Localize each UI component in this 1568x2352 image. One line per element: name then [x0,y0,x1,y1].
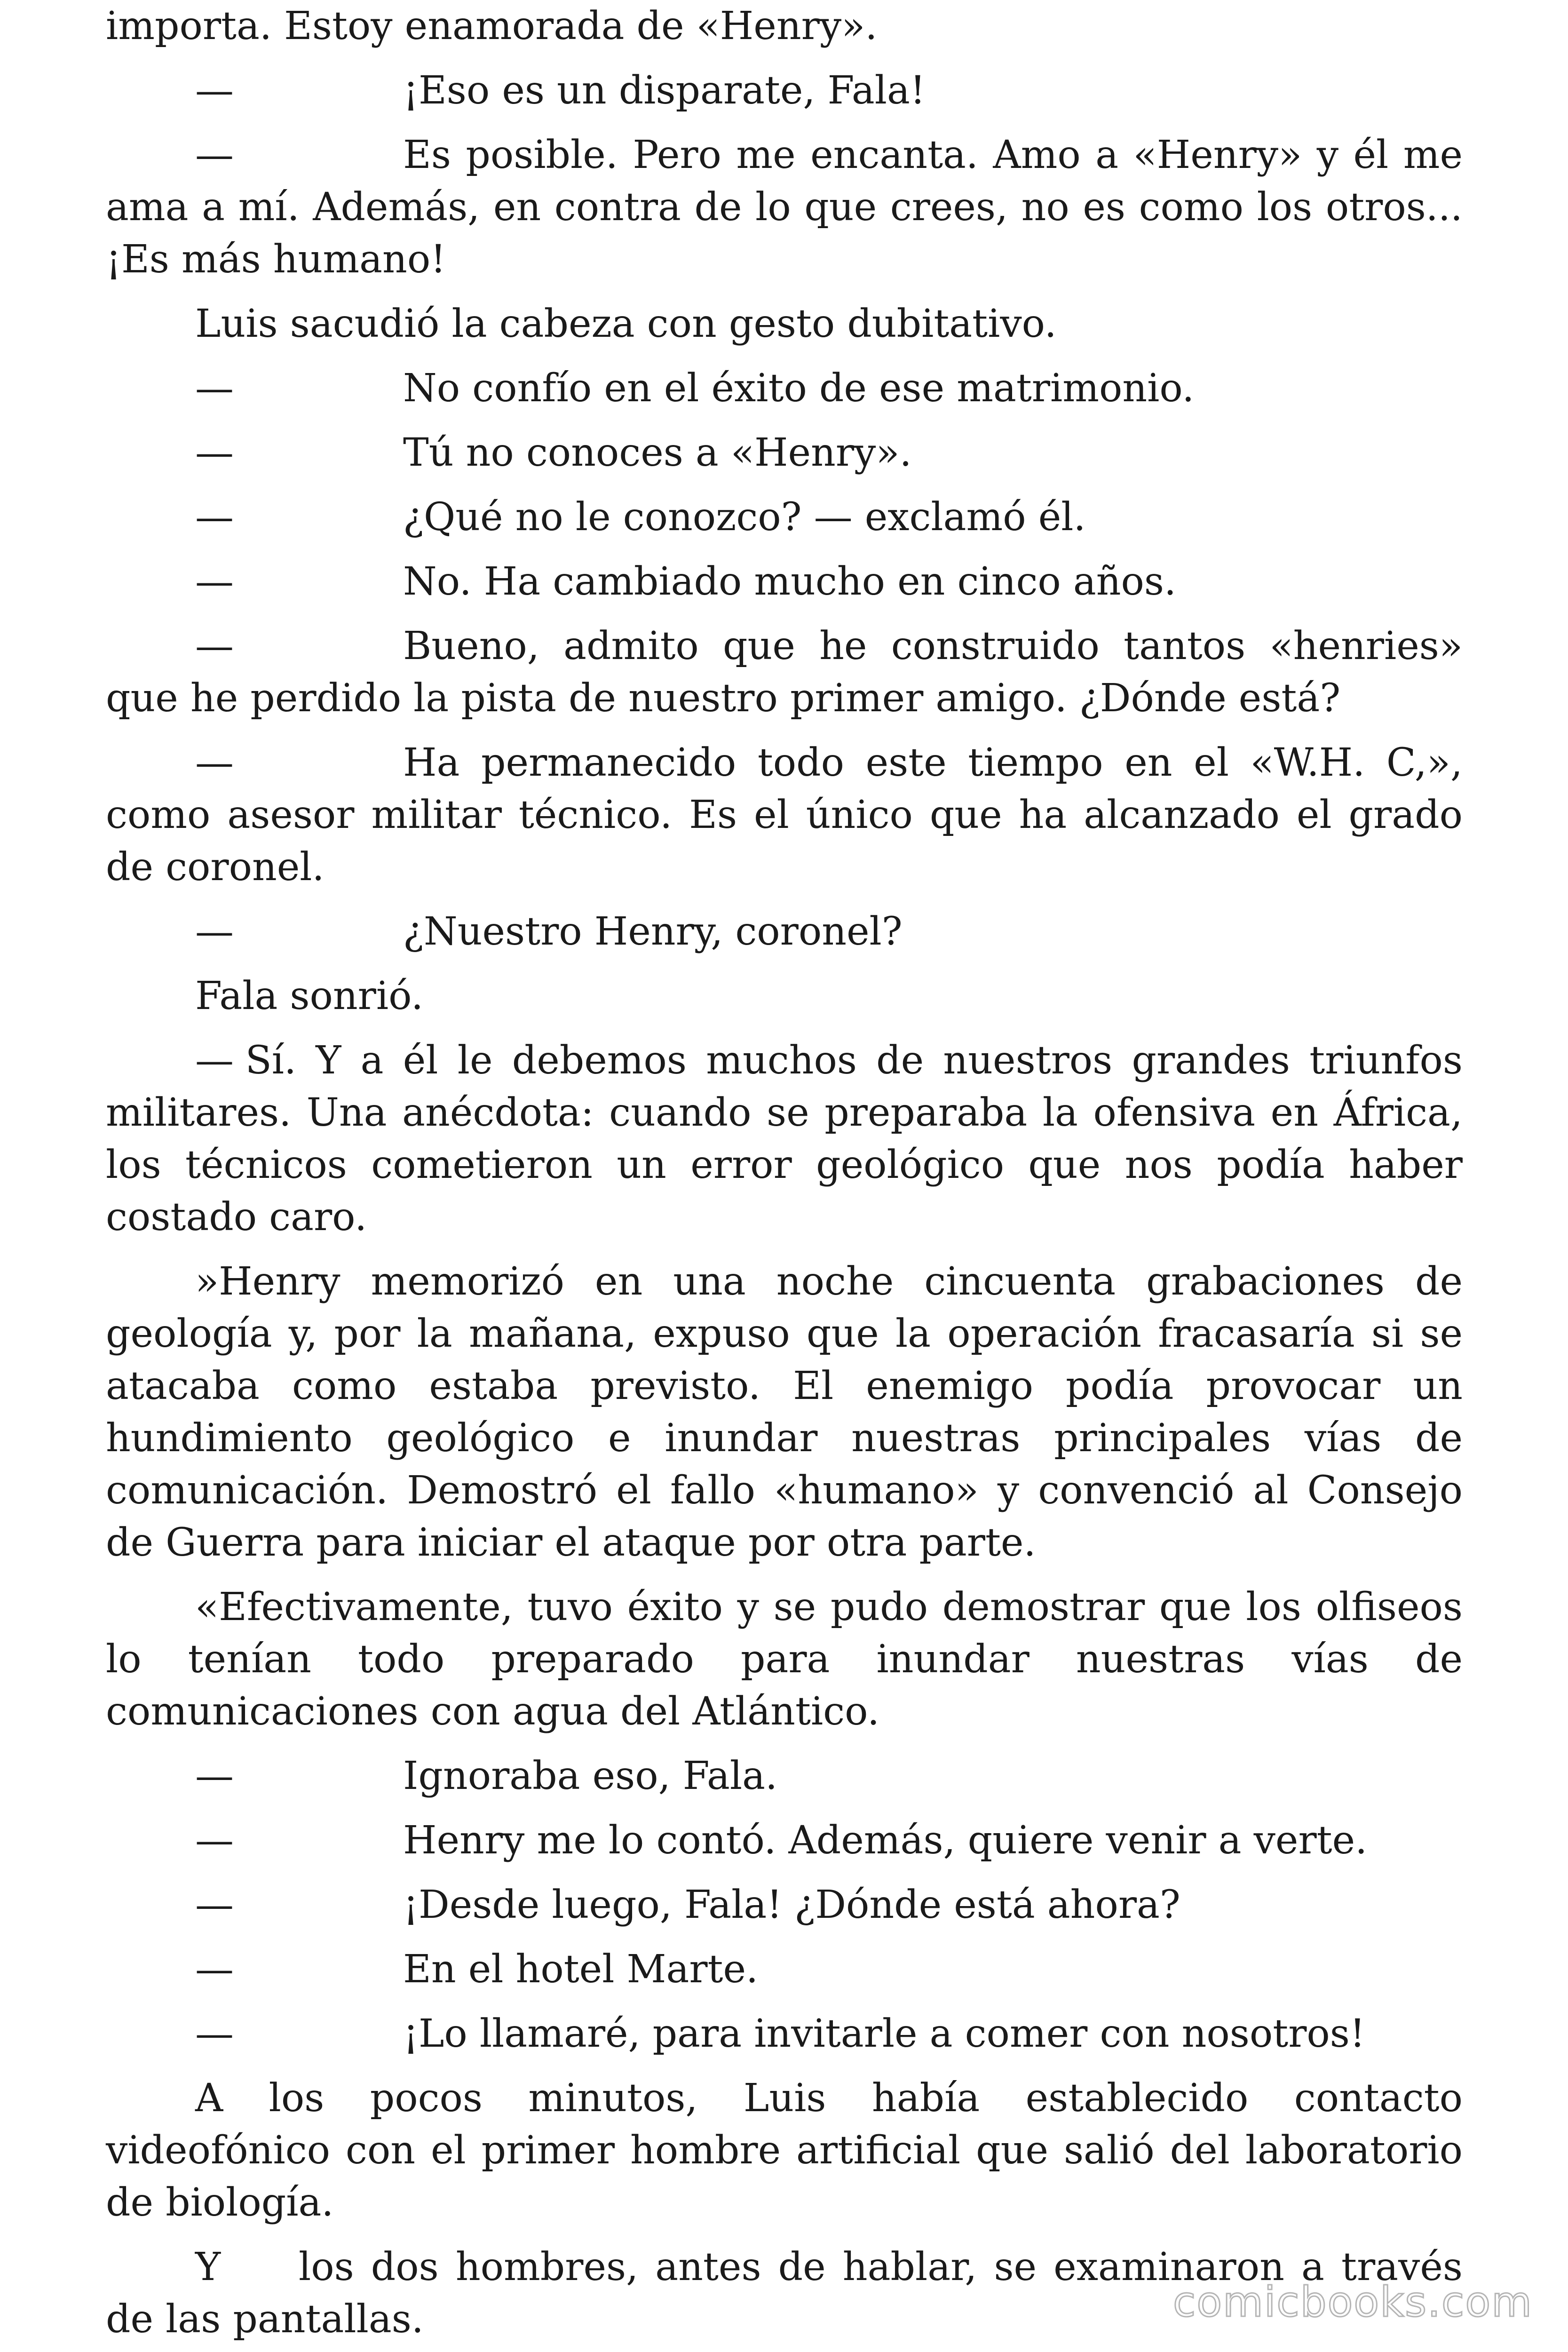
dialogue-text: ¡Eso es un disparate, Fala! [403,68,926,113]
dialogue-dash: — [195,366,234,411]
dialogue-line [106,64,1463,117]
dialogue-text: En el hotel Marte. [403,1947,759,1992]
dialogue-text: Sí. Y a él le debemos muchos de nuestros grandes triunfos militares. Una anécdota: cuando se preparaba la ofensiva en África, los técnicos cometieron un error geológico que nos podía haber costado caro. [106,1038,1463,1240]
dialogue-text: ¡Lo llamaré, para invitarle a comer con nosotros! [403,2011,1365,2056]
dialogue-dash: — [195,68,234,113]
dialogue-dash: — [195,1038,234,1083]
book-page [106,0,1463,2352]
dialogue-dash: — [195,1947,234,1992]
dialogue-line [106,737,1463,893]
dialogue-dash: — [195,1818,234,1863]
dialogue-line [106,1814,1463,1867]
dialogue-text: Bueno, admito que he construido tantos «henries» que he perdido la pista de nuestro primer amigo. ¿Dónde está? [106,624,1463,721]
dialogue-line [106,1750,1463,1802]
dialogue-dash: — [195,1754,234,1798]
dialogue-text: No confío en el éxito de ese matrimonio. [403,366,1195,411]
paragraph: Luis sacudió la cabeza con gesto dubitativo. [195,302,1057,346]
dialogue-text: Ha permanecido todo este tiempo en el «W.H. C,», como asesor militar técnico. Es el único que ha alcanzado el grado de coronel. [106,740,1463,890]
dialogue-line [106,906,1463,958]
dialogue-line [106,556,1463,608]
dialogue-dash: — [195,1883,234,1927]
dialogue-line [106,362,1463,414]
dialogue-line [106,1879,1463,1931]
dialogue-line [106,427,1463,479]
dialogue-text: Tú no conoces a «Henry». [403,430,912,475]
dialogue-line [106,1943,1463,1995]
dialogue-text: Es posible. Pero me encanta. Amo a «Henry» y él me ama a mí. Además, en contra de lo que crees, no es como los otros... ¡Es más humano! [106,133,1463,282]
dialogue-line [106,491,1463,543]
dialogue-text: ¿Qué no le conozco? — exclamó él. [403,495,1086,540]
paragraph-lead-word: Y [195,2245,221,2289]
dialogue-text: Henry me lo contó. Además, quiere venir a verte. [403,1818,1368,1863]
dialogue-dash: — [195,559,234,604]
dialogue-dash: — [195,495,234,540]
paragraph: importa. Estoy enamorada de «Henry». [106,4,878,48]
dialogue-line [106,1034,1463,1243]
paragraph-text: los dos hombres, antes de hablar, se examinaron a través de las pantallas. [106,2245,1463,2342]
paragraph: »Henry memorizó en una noche cincuenta grabaciones de geología y, por la mañana, expuso que la operación fracasaría si se atacaba como estaba previsto. El enemigo podía provocar un hundimiento geológico e inundar nuestras principales vías de comunicación. Demostró el fallo «humano» y convenció al Consejo de Guerra para iniciar el ataque por otra parte. [106,1259,1463,1565]
dialogue-dash: — [195,430,234,475]
dialogue-dash: — [195,909,234,954]
dialogue-line [106,2008,1463,2060]
dialogue-dash: — [195,624,234,668]
dialogue-text: No. Ha cambiado mucho en cinco años. [403,559,1177,604]
watermark: comicbooks.com [1172,2278,1533,2326]
dialogue-text: ¿Nuestro Henry, coronel? [403,909,903,954]
dialogue-line [106,620,1463,724]
paragraph: A los pocos minutos, Luis había establecido contacto videofónico con el primer hombre artificial que salió del laboratorio de biología. [106,2076,1463,2225]
dialogue-dash: — [195,133,234,177]
paragraph: Fala sonrió. [195,974,424,1018]
paragraph: «Efectivamente, tuvo éxito y se pudo demostrar que los olfiseos lo tenían todo preparado para inundar nuestras vías de comunicaciones con agua del Atlántico. [106,1585,1463,1734]
dialogue-dash: — [195,2011,234,2056]
dialogue-text: ¡Desde luego, Fala! ¿Dónde está ahora? [403,1883,1180,1927]
dialogue-text: Ignoraba eso, Fala. [403,1754,778,1798]
dialogue-line [106,129,1463,286]
dialogue-dash: — [195,740,234,785]
